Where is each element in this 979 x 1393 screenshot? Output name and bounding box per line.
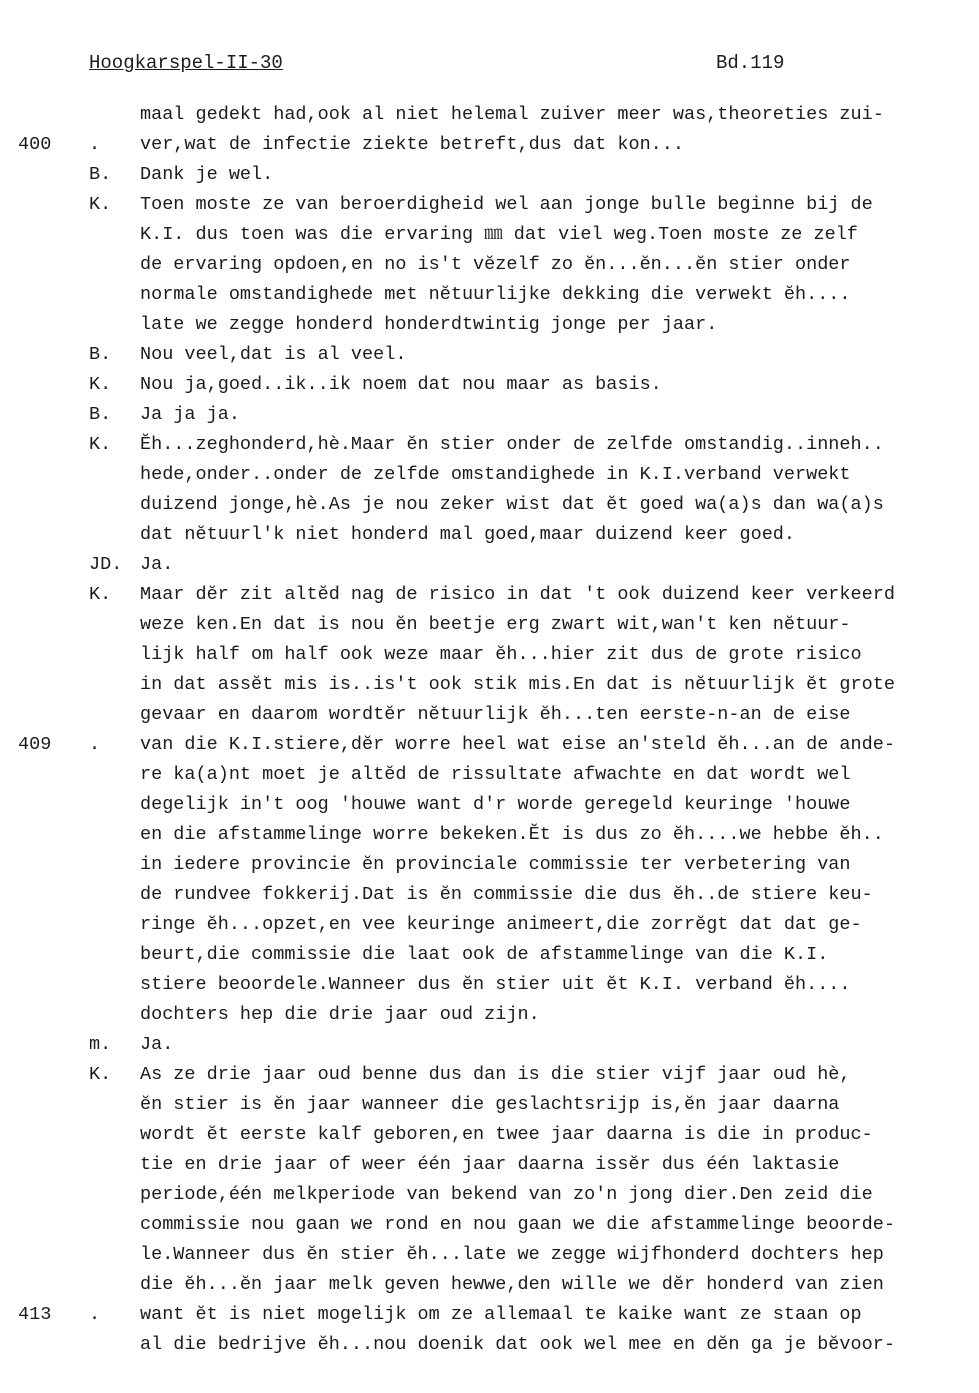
transcript-line [0,880,979,910]
transcript-text: beurt,die commissie die laat ook de afstammelinge van die K.I. [140,944,829,965]
transcript-text: ĕn stier is ĕn jaar wanneer die geslachtsrijp is,ĕn jaar daarna [140,1094,840,1115]
transcript-text: Maar dĕr zit altĕd nag de risico in dat 't ook duizend keer verkeerd [140,584,895,605]
transcript-line [0,1240,979,1270]
transcript-text: stiere beoordele.Wanneer dus ĕn stier uit ĕt K.I. verband ĕh.... [140,974,851,995]
transcript-line [0,280,979,310]
transcript-text: periode,één melkperiode van bekend van zo'n jong dier.Den zeid die [140,1184,873,1205]
line-number: 409 [18,734,52,755]
transcript-text: Nou veel,dat is al veel. [140,344,407,365]
transcript-line [0,850,979,880]
transcript-text: Ĕh...zeghonderd,hè.Maar ĕn stier onder de zelfde omstandig..inneh.. [140,434,884,455]
transcript-line [0,1120,979,1150]
transcript-line [0,640,979,670]
transcript-text: en die afstammelinge worre bekeken.Ĕt is dus zo ĕh....we hebbe ĕh.. [140,824,884,845]
volume-page-number: Bd.119 [716,52,785,74]
transcript-line [0,250,979,280]
transcript-line [0,190,979,220]
transcript-line [0,310,979,340]
speaker-label: . [89,134,101,155]
transcript-text: in dat assĕt mis is..is't ook stik mis.En dat is nĕtuurlijk ĕt grote [140,674,895,695]
speaker-label: K. [89,194,112,215]
transcript-line [0,790,979,820]
speaker-label: B. [89,164,112,185]
transcript-line [0,550,979,580]
document-reference: Hoogkarspel-II-30 [89,52,283,74]
transcript-text: le.Wanneer dus ĕn stier ĕh...late we zegge wijfhonderd dochters hep [140,1244,884,1265]
transcript-line [0,460,979,490]
speaker-label: JD. [89,554,123,575]
transcript-text: Dank je wel. [140,164,274,185]
transcript-line [0,1180,979,1210]
transcript-line [0,490,979,520]
transcript-line [0,1270,979,1300]
transcript-text: ver,wat de infectie ziekte betreft,dus dat kon... [140,134,684,155]
transcript-line [0,580,979,610]
transcript-text: ringe ĕh...opzet,en vee keuringe animeert,die zorrĕgt dat dat ge- [140,914,862,935]
interview-transcript [0,100,979,1360]
transcript-text: Ja ja ja. [140,404,240,425]
transcript-line [0,130,979,160]
transcript-line [0,1210,979,1240]
transcript-line [0,100,979,130]
transcript-line [0,1150,979,1180]
transcript-line [0,400,979,430]
transcript-text: late we zegge honderd honderdtwintig jonge per jaar. [140,314,718,335]
transcript-line [0,1090,979,1120]
transcript-line [0,340,979,370]
transcript-text: van die K.I.stiere,dĕr worre heel wat eise an'steld ĕh...an de ande- [140,734,895,755]
transcript-text: de rundvee fokkerij.Dat is ĕn commissie die dus ĕh..de stiere keu- [140,884,873,905]
transcript-line [0,220,979,250]
transcript-line [0,520,979,550]
transcript-text: duizend jonge,hè.As je nou zeker wist dat ĕt goed wa(a)s dan wa(a)s [140,494,884,515]
speaker-label: K. [89,374,112,395]
speaker-label: . [89,734,101,755]
transcript-line [0,1000,979,1030]
transcript-line [0,1060,979,1090]
transcript-text: hede,onder..onder de zelfde omstandighede in K.I.verband verwekt [140,464,851,485]
transcript-line [0,1030,979,1060]
speaker-label: K. [89,434,112,455]
transcript-line [0,730,979,760]
transcript-text: gevaar en daarom wordtĕr nĕtuurlijk ĕh...ten eerste-n-an de eise [140,704,851,725]
transcript-text: wordt ĕt eerste kalf geboren,en twee jaar daarna is die in produc- [140,1124,873,1145]
transcript-text: lijk half om half ook weze maar ĕh...hier zit dus de grote risico [140,644,862,665]
transcript-text: in iedere provincie ĕn provinciale commissie ter verbetering van [140,854,851,875]
transcript-text: re ka(a)nt moet je altĕd de rissultate afwachte en dat wordt wel [140,764,851,785]
transcript-text: Toen moste ze van beroerdigheid wel aan jonge bulle beginne bij de [140,194,873,215]
transcript-text: weze ken.En dat is nou ĕn beetje erg zwart wit,wan't ken nĕtuur- [140,614,851,635]
transcript-line [0,970,979,1000]
transcript-text: de ervaring opdoen,en no is't vĕzelf zo ĕn...ĕn...ĕn stier onder [140,254,851,275]
transcript-line [0,370,979,400]
transcript-text: die ĕh...ĕn jaar melk geven hewwe,den wille we dĕr honderd van zien [140,1274,884,1295]
speaker-label: . [89,1304,101,1325]
transcript-text: degelijk in't oog 'houwe want d'r worde geregeld keuringe 'houwe [140,794,851,815]
transcript-text: Nou ja,goed..ik..ik noem dat nou maar as basis. [140,374,662,395]
transcript-text: Ja. [140,1034,174,1055]
transcript-line [0,610,979,640]
transcript-line [0,430,979,460]
transcript-text: maal gedekt had,ook al niet helemal zuiver meer was,theoreties zui- [140,104,884,125]
speaker-label: B. [89,404,112,425]
transcript-line [0,1330,979,1360]
transcript-text: K.I. dus toen was die ervaring ㎜ dat viel weg.Toen moste ze zelf [140,224,858,245]
transcript-line [0,700,979,730]
transcript-text: dochters hep die drie jaar oud zijn. [140,1004,540,1025]
transcript-line [0,760,979,790]
transcript-line [0,670,979,700]
transcript-text: normale omstandighede met nĕtuurlijke dekking die verwekt ĕh.... [140,284,851,305]
transcript-text: tie en drie jaar of weer één jaar daarna issĕr dus één laktasie [140,1154,840,1175]
transcript-text: Ja. [140,554,174,575]
transcript-line [0,820,979,850]
transcript-line [0,1300,979,1330]
transcript-line [0,940,979,970]
transcript-text: dat nĕtuurl'k niet honderd mal goed,maar duizend keer goed. [140,524,796,545]
transcript-text: commissie nou gaan we rond en nou gaan we die afstammelinge beoorde- [140,1214,895,1235]
line-number: 400 [18,134,52,155]
speaker-label: K. [89,584,112,605]
speaker-label: K. [89,1064,112,1085]
transcript-line [0,910,979,940]
transcript-text: want ĕt is niet mogelijk om ze allemaal te kaike want ze staan op [140,1304,862,1325]
speaker-label: m. [89,1034,112,1055]
speaker-label: B. [89,344,112,365]
transcript-text: As ze drie jaar oud benne dus dan is die stier vijf jaar oud hè, [140,1064,851,1085]
line-number: 413 [18,1304,52,1325]
transcript-line [0,160,979,190]
transcript-text: al die bedrijve ĕh...nou doenik dat ook wel mee en dĕn ga je bĕvoor- [140,1334,895,1355]
